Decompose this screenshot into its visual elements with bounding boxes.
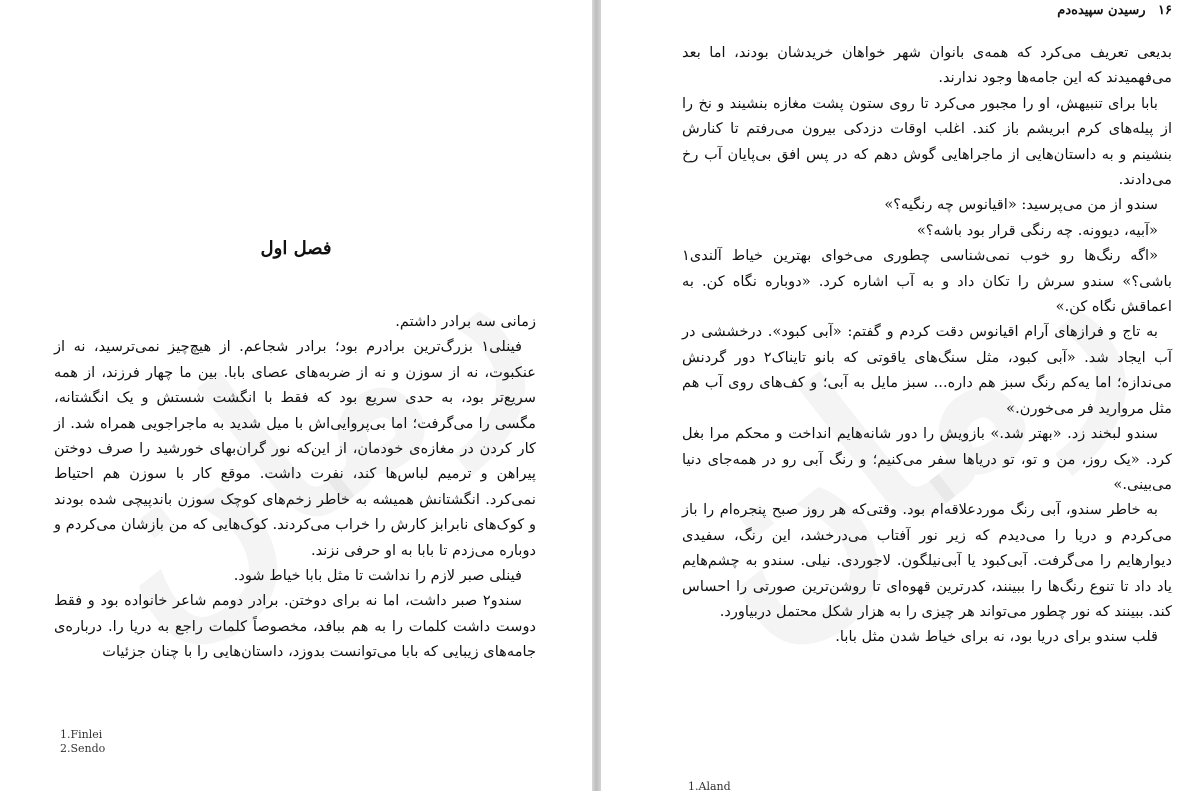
page-gutter (592, 0, 601, 791)
paragraph: سندو لبخند زد. «بهتر شد.» بازویش را دور شانه‌هایم انداخت و محکم مرا بغل کرد. «یک روز، من و تو، تو دریاها سفر می‌کنیم؛ و رنگ آبی رو در همه‌جای دنیا می‌بینی.» (682, 425, 1172, 493)
footnote: 1.Aland (688, 780, 731, 793)
chapter-title: فصل اول (260, 238, 332, 259)
left-page (0, 0, 592, 791)
paragraph: قلب سندو برای دریا بود، نه برای خیاط شدن مثل بابا. (835, 628, 1158, 646)
paragraph: «اگه رنگ‌ها رو خوب نمی‌شناسی چطوری می‌خوای بهترین خیاط آلندی۱ باشی؟» سندو سرش را تکان داد و به آب اشاره کرد. «دوباره نگاه کن. به اعماقش نگاه کن.» (682, 247, 1172, 316)
page-number: ۱۶ (1158, 3, 1172, 18)
paragraph: زمانی سه برادر داشتم. (395, 313, 536, 330)
paragraph: فینلی صبر لازم را نداشت تا مثل بابا خیاط شود. (233, 567, 522, 585)
paragraph: به خاطر سندو، آبی رنگ موردعلاقه‌ام بود. وقتی‌که هر روز صبح پنجره‌ام را باز می‌کردم و دریا را می‌دیدم که زیر نور آفتاب می‌درخشد، این رنگ، سفیدی دیوارهایم را می‌گرفت. آبی‌کبود یا آبی‌نیلگون. لاجوردی. نیلی. سندو به چشم‌هایم یاد داد تا تنوع رنگ‌ها را ببینند، کدرترین قهوه‌ای تا روشن‌ترین صورتی را احساس کند. ببینند که نور چطور می‌تواند هر چیزی را به هزار شکل محتمل دربیاورد. (682, 501, 1172, 620)
left-page-body (54, 309, 536, 665)
footnote: 1.Finlei (60, 728, 103, 741)
paragraph: بابا برای تنبیهش، او را مجبور می‌کرد تا روی ستون پشت مغازه بنشیند و نخ را از پیله‌های کرم ابریشم باز کند. اغلب اوقات دزدکی بیرون می‌رفتم تا کنارش بنشینم و به داستان‌هایی از ماجراهایی گوش دهم که در پس افق بی‌پایان آب رخ می‌دادند. (682, 94, 1172, 189)
paragraph: «آبیه، دیوونه. چه رنگی قرار بود باشه؟» (916, 221, 1158, 239)
book-title: رسیدن سپیده‌دم (1057, 3, 1146, 18)
paragraph: سندو۲ صبر داشت، اما نه برای دوختن. برادر دومم شاعر خانواده بود و فقط دوست داشت کلمات را به هم ببافد، مخصوصاً کلمات راجع به دریا را. درباره‌ی جامه‌های زیبایی که بابا می‌توانست بدوزد، داستان‌هایی را با چنان جزئیات (54, 592, 536, 661)
footnotes (60, 728, 105, 756)
running-head (1057, 3, 1172, 18)
paragraph: بدیعی تعریف می‌کرد که همه‌ی بانوان شهر خواهان خریدشان بودند، اما بعد می‌فهمیدند که این جامه‌ها وجود ندارند. (682, 44, 1172, 87)
right-page-body (682, 40, 1172, 650)
footnote: 2.Sendo (60, 742, 106, 755)
paragraph: سندو از من می‌پرسید: «اقیانوس چه رنگیه؟» (884, 196, 1158, 214)
paragraph: به تاج و فرازهای آرام اقیانوس دقت کردم و گفتم: «آبی کبود». درخششی در آب ایجاد شد. «آبی کبود، مثل سنگ‌های یاقوتی که بانو تایناک۲ دور گردنش می‌ندازه؛ اما یه‌کم رنگ سبز هم داره... سبز مایل به آبی؛ و کف‌های روی آب هم مثل مروارید فر می‌خورن.» (682, 323, 1172, 417)
paragraph: فینلی۱ بزرگ‌ترین برادرم بود؛ برادر شجاعم. از هیچ‌چیز نمی‌ترسید، نه از عنکبوت، نه از سوزن و نه از ضربه‌های عصای بابا. بین ما چهار فرزند، از همه سریع‌تر بود، به حدی سریع بود که فقط با انگشت شستش و یک انگشتانه، مگسی را می‌گرفت؛ اما بی‌پروایی‌اش با میل شدید به ماجراجویی همراه شد. از کار کردن در مغازه‌ی خودمان، از این‌که نور گران‌بهای خورشید را صرف دوختن پیراهن و ترمیم لباس‌ها کند، نفرت داشت. موقع کار با سوزن هم احتیاط نمی‌کرد. انگشتانش همیشه به خاطر زخم‌های کوچک سوزن باندپیچی شده بودند و کوک‌های نابرابز کارش را خراب می‌کردند. کوک‌هایی که من بازشان می‌کردم و دوباره می‌زدم تا بابا به او حرفی نزند. (54, 338, 536, 559)
